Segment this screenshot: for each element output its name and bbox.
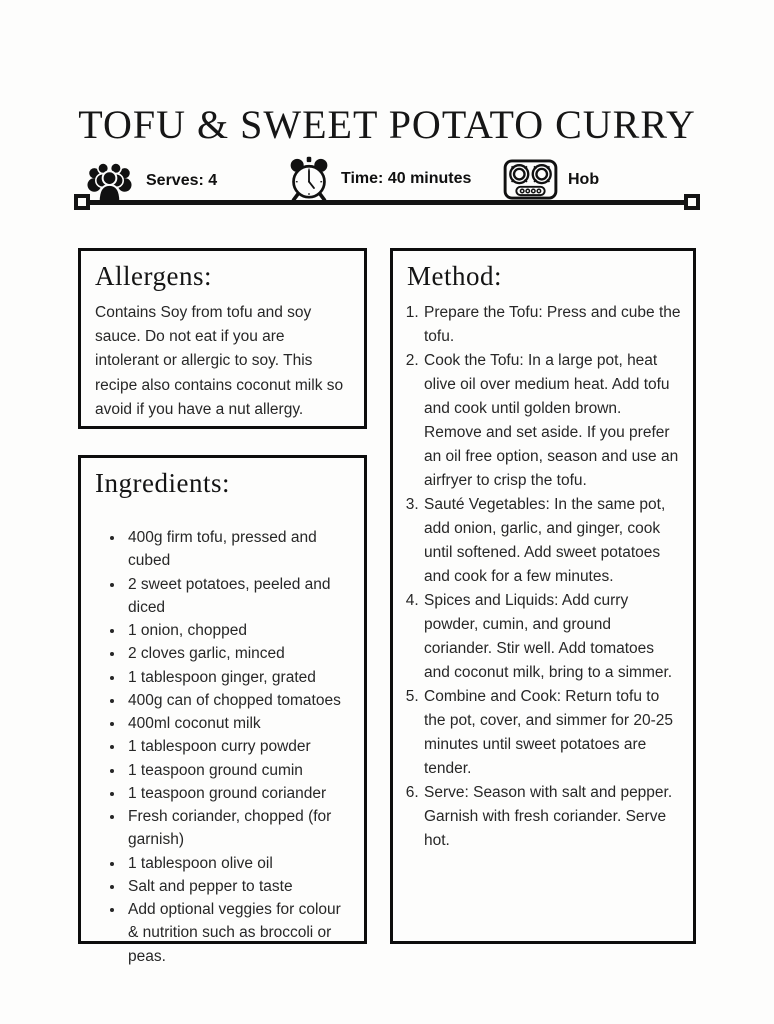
method-step: 6. Serve: Season with salt and pepper. Garnish with fresh coriander. Serve hot. [423,781,683,853]
ingredient-item: • 1 onion, chopped [125,619,354,642]
allergens-text: Contains Soy from tofu and soy sauce. Do not eat if you are intolerant or allergic to soy. This recipe also contains coconut milk so avoid if you have a nut allergy. [95,304,344,418]
ingredients-heading: Ingredients: [95,468,230,498]
serves-info [86,160,217,202]
method-list [393,301,693,853]
hob-icon [503,159,558,200]
ingredient-item: • 1 tablespoon ginger, grated [125,666,354,689]
time-info [289,155,471,203]
method-step: 1. Prepare the Tofu: Press and cube the tofu. [423,301,683,349]
ingredient-item: • 400g can of chopped tomatoes [125,689,354,712]
allergens-box [78,248,367,429]
divider-end-square-right [684,194,700,210]
method-step: 5. Combine and Cook: Return tofu to the pot, cover, and simmer for 20-25 minutes until sweet potatoes are tender. [423,685,683,781]
ingredient-item: • Salt and pepper to taste [125,875,354,898]
method-box [390,248,696,944]
page-title: TOFU & SWEET POTATO CURRY [78,101,696,147]
ingredient-item: • 1 tablespoon curry powder [125,735,354,758]
ingredient-item: • 2 cloves garlic, minced [125,642,354,665]
ingredient-item: • 400ml coconut milk [125,712,354,735]
ingredient-item: • Add optional veggies for colour & nutrition such as broccoli or peas. [125,898,354,968]
people-group-icon [86,160,133,202]
ingredient-item: • 400g firm tofu, pressed and cubed [125,526,354,573]
hob-info [503,159,599,200]
divider-line [84,200,690,205]
ingredient-item: • 2 sweet potatoes, peeled and diced [125,573,354,620]
ingredient-item: • 1 tablespoon olive oil [125,852,354,875]
method-step: 2. Cook the Tofu: In a large pot, heat olive oil over medium heat. Add tofu and cook until golden brown. Remove and set aside. If you prefer an oil free option, season and use an airfryer to crisp the tofu. [423,349,683,493]
ingredients-box [78,455,367,965]
method-step: 4. Spices and Liquids: Add curry powder, cumin, and ground coriander. Stir well. Add tomatoes and coconut milk, bring to a simmer. [423,589,683,685]
serves-label: Serves: 4 [146,172,218,189]
divider-end-square-left [74,194,90,210]
ingredients-list [81,526,354,968]
allergens-heading: Allergens: [95,261,212,291]
time-label: Time: 40 minutes [341,170,472,187]
ingredient-item: • Fresh coriander, chopped (for garnish) [125,805,354,852]
method-step: 3. Sauté Vegetables: In the same pot, add onion, garlic, and ginger, cook until softened. Add sweet potatoes and cook for a few minutes. [423,493,683,589]
ingredient-item: • 1 teaspoon ground cumin [125,759,354,782]
alarm-clock-icon [289,155,329,203]
ingredient-item: • 1 teaspoon ground coriander [125,782,354,805]
hob-label: Hob [568,170,600,188]
method-heading: Method: [407,261,502,291]
